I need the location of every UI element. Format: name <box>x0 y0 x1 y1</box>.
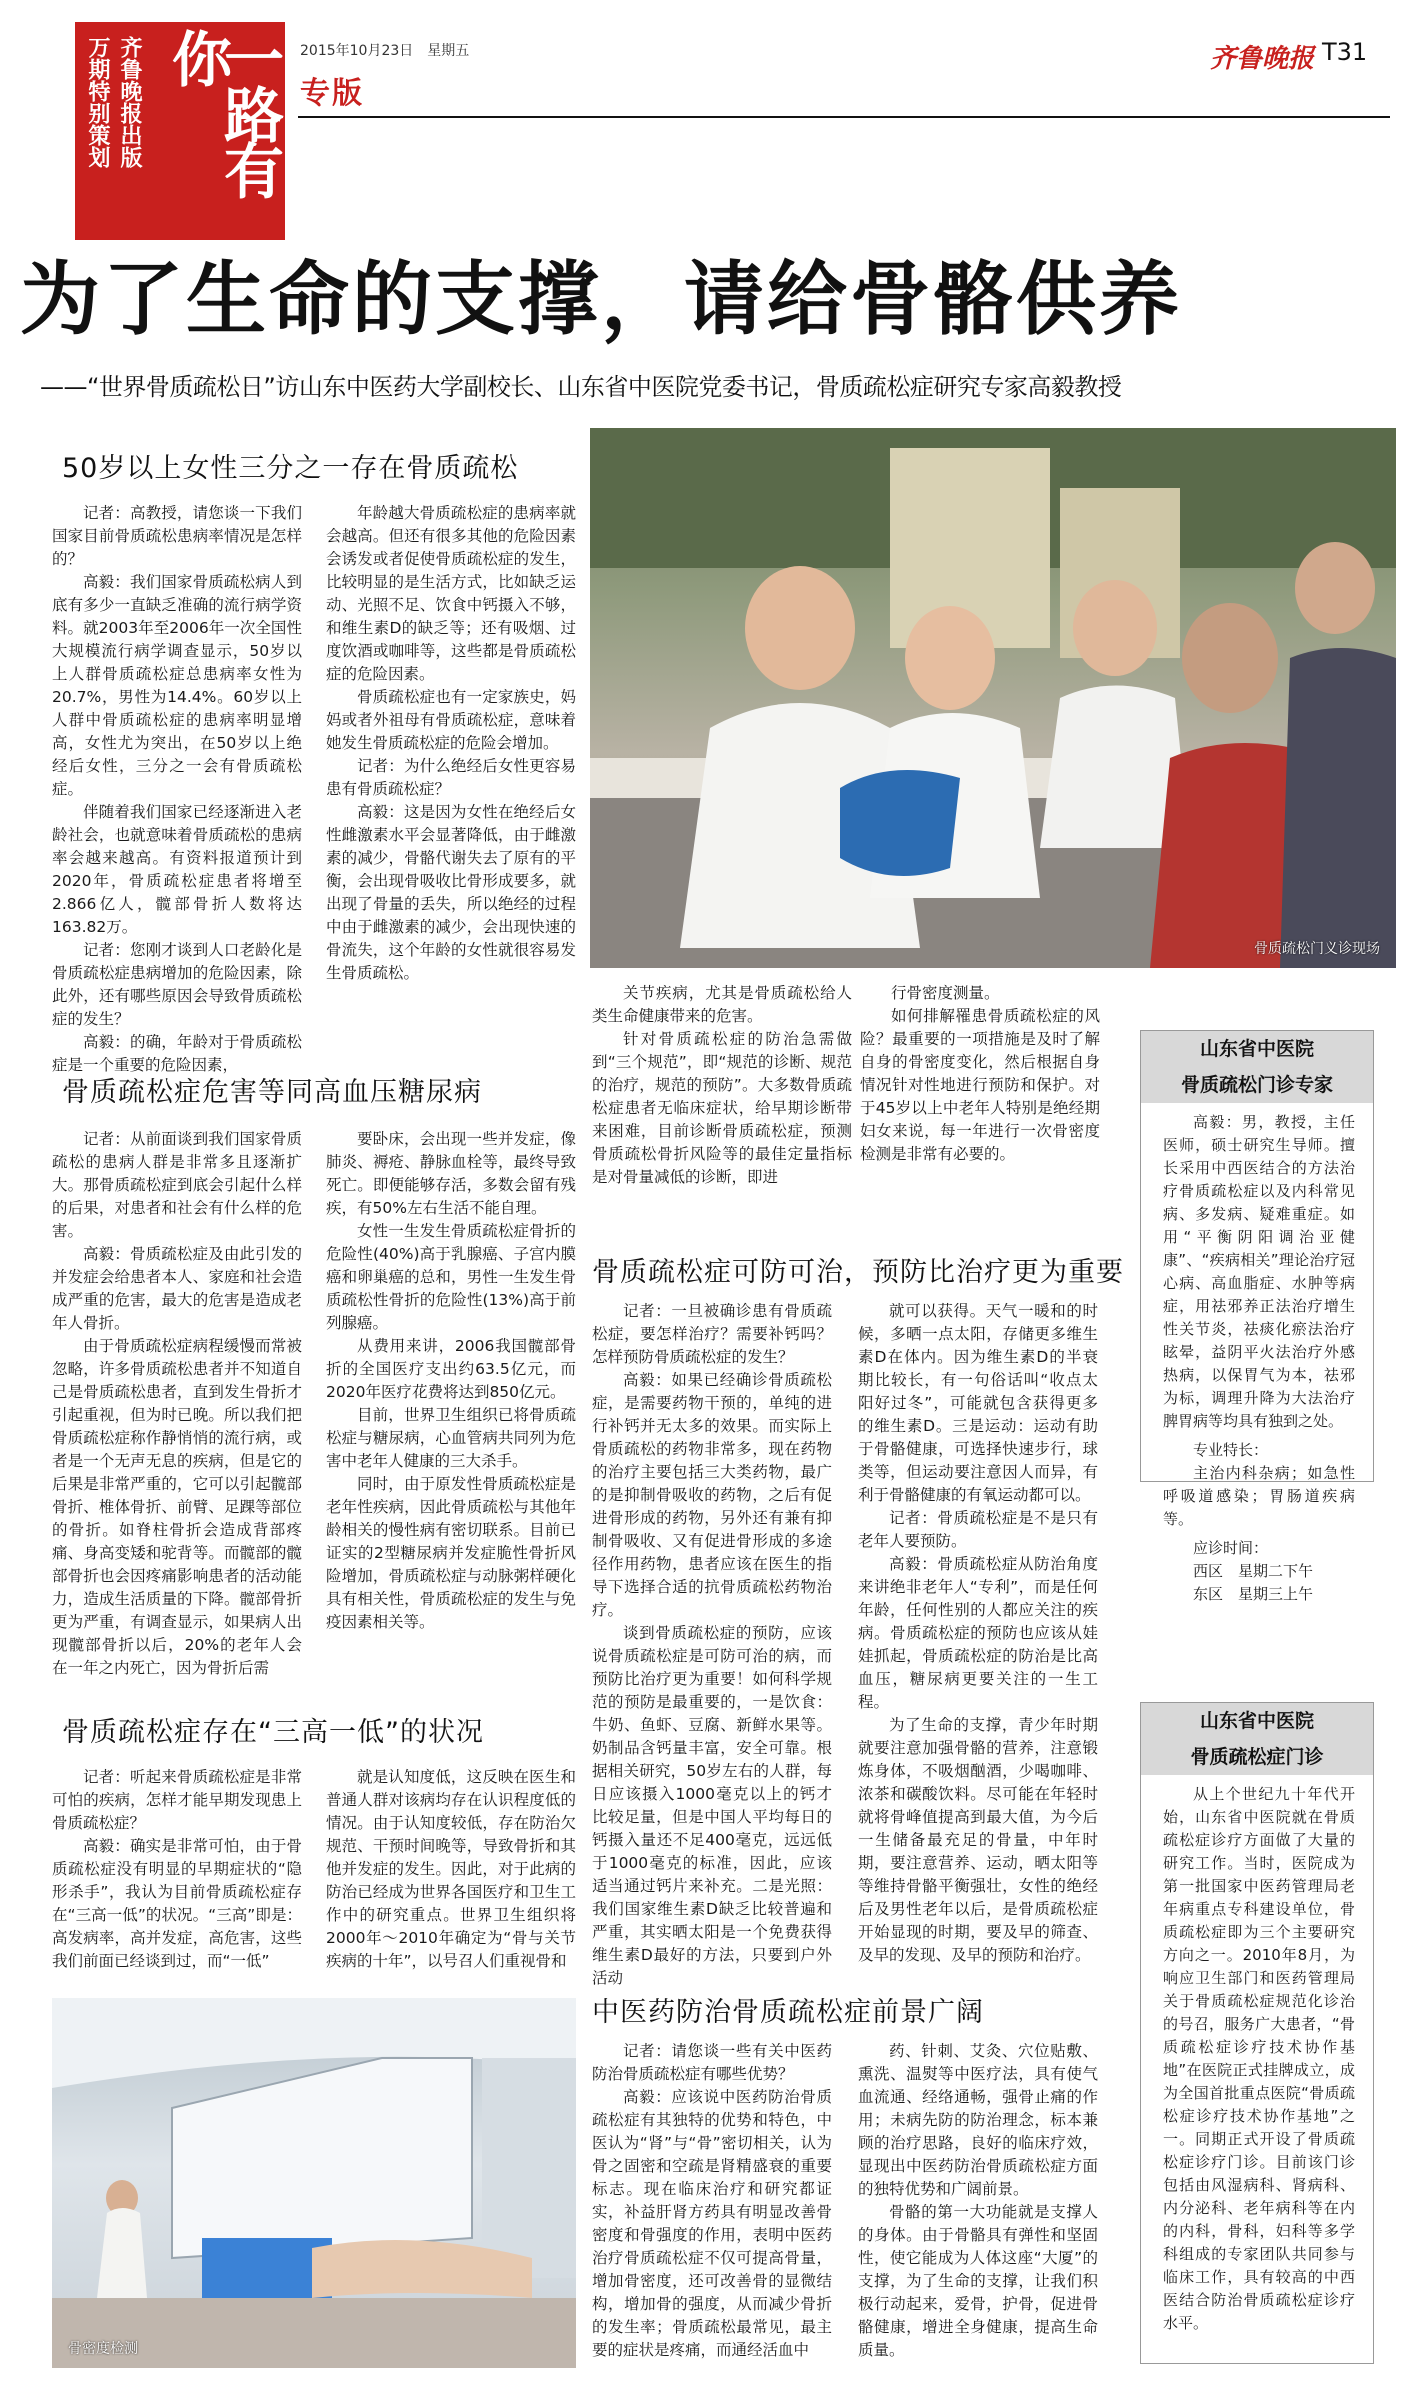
article-column <box>860 982 1100 1166</box>
article-column <box>326 502 576 985</box>
paragraph: 记者：请您谈一些有关中医药防治骨质疏松症有哪些优势？ <box>592 2042 832 2083</box>
paragraph: 骨骼的第一大功能就是支撑人的身体。由于骨骼具有弹性和坚固性，使它能成为人体这座“大厦”的支撑，为了生命的支撑，让我们积极行动起来，爱骨，护骨，促进骨骼健康，增进全身健康，提高生命质量。 <box>858 2203 1098 2359</box>
paragraph: 记者：高教授，请您谈一下我们国家目前骨质疏松患病率情况是怎样的？ <box>52 504 302 568</box>
article-column <box>592 2040 832 2362</box>
paragraph: 高毅：骨质疏松症从防治角度来讲绝非老年人“专利”，而是任何年龄，任何性别的人都应关注的疾病。骨质疏松症的预防也应该从娃娃抓起，骨质疏松症的防治是比高血压，糖尿病更要关注的一生工程。 <box>858 1555 1098 1711</box>
logo-sub-text-1: 齐鲁晚报出版 <box>117 36 142 168</box>
paragraph: 同时，由于原发性骨质疏松症是老年性疾病，因此骨质疏松与其他年龄相关的慢性病有密切联系。目前已证实的2型糖尿病并发症脆性骨折风险增加，骨质疏松症与动脉粥样硬化具有相关性，骨质疏松症的发生与免疫因素相关等。 <box>326 1475 576 1631</box>
section-title: 中医药防治骨质疏松症前景广阔 <box>592 1997 984 2028</box>
clinic-sidebar <box>1140 1702 1374 2364</box>
article-column <box>592 1300 832 1990</box>
logo-sub-text-2: 万期特别策划 <box>85 36 110 168</box>
section-title: 骨质疏松症可防可治，预防比治疗更为重要 <box>592 1257 1124 1288</box>
section-title: 骨质疏松症危害等同高血压糖尿病 <box>62 1077 482 1108</box>
paragraph: 行骨密度测量。 <box>891 984 1000 1002</box>
vehicle-scene-illustration <box>52 1998 576 2368</box>
paper-name: 齐鲁晚报 <box>1210 44 1315 74</box>
paragraph: 伴随着我们国家已经逐渐进入老龄社会，也就意味着骨质疏松的患病率会越来越高。有资料报道预计到2020年，骨质疏松症患者将增至2.866亿人，髋部骨折人数将达163.82万。 <box>52 803 302 936</box>
sidebar-title-line1: 山东省中医院 <box>1199 1710 1314 1732</box>
paragraph: 记者：一旦被确诊患有骨质疏松症，要怎样治疗？需要补钙吗？怎样预防骨质疏松症的发生？ <box>592 1302 832 1366</box>
photo-caption: 骨密度检测 <box>68 2341 138 2357</box>
paragraph: 东区 星期三上午 <box>1193 1585 1314 1603</box>
paragraph: 记者：听起来骨质疏松症是非常可怕的疾病，怎样才能早期发现患上骨质疏松症？ <box>52 1768 302 1832</box>
paragraph: 就是认知度低，这反映在医生和普通人群对该病均存在认识程度低的情况。由于认知度较低，存在防治欠规范、干预时间晚等，导致骨折和其他并发症的发生。因此，对于此病的防治已经成为世界各国医疗和卫生工作中的研究重点。世界卫生组织将2000年～2010年确定为“骨与关节疾病的十年”，以号召人们重视骨和 <box>326 1768 576 1970</box>
headline: 为了生命的支撑，请给骨骼供养 <box>20 253 1182 346</box>
paragraph: 高毅：确实是非常可怕，由于骨质疏松症没有明显的早期症状的“隐形杀手”，我认为目前骨质疏松症存在“三高一低”的状况。“三高”即是：高发病率，高并发症，高危害，这些我们前面已经谈到过，而“一低” <box>52 1837 302 1970</box>
paragraph: 就可以获得。天气一暖和的时候，多晒一点太阳，存储更多维生素D在体内。因为维生素D的半衰期比较长，有一句俗话叫“收点太阳好过冬”，可能就包含获得更多的维生素D。三是运动：运动有助于骨骼健康，可选择快速步行，球类等，但运动要注意因人而异，有利于骨骼健康的有氧运动都可以。 <box>858 1302 1098 1504</box>
article-column <box>326 1766 576 1973</box>
paragraph: 高毅：的确，年龄对于骨质疏松症是一个重要的危险因素， <box>52 1033 302 1074</box>
paragraph: 针对骨质疏松症的防治急需做到“三个规范”，即“规范的诊断、规范的治疗，规范的预防”。大多数骨质疏松症患者无临床症状，给早期诊断带来困难，目前诊断骨质疏松症，预测骨质疏松骨折风险等的最佳定量指标是对骨量减低的诊断，即进 <box>592 1030 852 1186</box>
paragraph: 如何排解罹患骨质疏松症的风险？最重要的一项措施是及时了解自身的骨密度变化，然后根据自身情况针对性地进行预防和保护。对于45岁以上中老年人特别是绝经期妇女来说，每一年进行一次骨密度检测是非常有必要的。 <box>860 1007 1100 1163</box>
special-logo <box>75 22 285 240</box>
subheadline: ——“世界骨质疏松日”访山东中医药大学副校长、山东省中医院党委书记，骨质疏松症研究专家高毅教授 <box>40 373 1122 401</box>
photo-caption: 骨质疏松门义诊现场 <box>1254 941 1380 957</box>
paragraph: 为了生命的支撑，青少年时期就要注意加强骨骼的营养，注意锻炼身体，不吸烟酗酒，少喝咖啡、浓茶和碳酸饮料。尽可能在年轻时就将骨峰值提高到最大值，为今后一生储备最充足的骨量，中年时期，要注意营养、运动，晒太阳等等维持骨骼平衡强壮，女性的绝经后及男性老年以后，是骨质疏松症开始显现的时期，要及早的筛查、及早的发现、及早的预防和治疗。 <box>858 1716 1098 1964</box>
paragraph: 药、针刺、艾灸、穴位贴敷、熏洗、温熨等中医疗法，具有使气血流通、经络通畅，强骨止痛的作用；未病先防的防治理念，标本兼顾的治疗思路，良好的临床疗效，显现出中医药防治骨质疏松症方面的独特优势和广阔前景。 <box>858 2042 1098 2198</box>
paragraph: 由于骨质疏松症病程缓慢而常被忽略，许多骨质疏松患者并不知道自己是骨质疏松患者，直到发生骨折才引起重视，但为时已晚。所以我们把骨质疏松症称作静悄悄的流行病，或者是一个无声无息的疾病，但是它的后果是非常严重的，它可以引起髋部骨折、椎体骨折、前臂、足踝等部位的骨折。如脊柱骨折会造成背部疼痛、身高变矮和驼背等。而髋部的髋部骨折也会因疼痛影响患者的活动能力，造成生活质量的下降。髋部骨折更为严重，有调查显示，如果病人出现髋部骨折以后，20%的老年人会在一年之内死亡，因为骨折后需 <box>52 1337 302 1677</box>
paragraph: 高毅：如果已经确诊骨质疏松症，是需要药物干预的，单纯的进行补钙并无太多的效果。而实际上骨质疏松的药物非常多，现在药物的治疗主要包括三大类药物，最广的是抑制骨吸收的药物，之后有促进骨形成的药物，另外还有兼有抑制骨吸收、又有促进骨形成的多途径作用药物，患者应该在医生的指导下选择合适的抗骨质疏松药物治疗。 <box>592 1371 832 1619</box>
section-name: 专版 <box>300 76 364 111</box>
paragraph: 女性一生发生骨质疏松症骨折的危险性(40%)高于乳腺癌、子宫内膜癌和卵巢癌的总和，男性一生发生骨质疏松性骨折的危险性(13%)高于前列腺癌。 <box>326 1222 576 1332</box>
expert-sidebar <box>1140 1030 1374 1603</box>
section-title: 50岁以上女性三分之一存在骨质疏松 <box>62 453 519 484</box>
clinic-scene-illustration <box>590 428 1396 968</box>
article-column <box>52 1766 302 1973</box>
issue-date: 2015年10月23日 星期五 <box>300 43 470 59</box>
page-number: T31 <box>1322 38 1368 66</box>
paragraph: 专业特长： <box>1193 1441 1269 1459</box>
paragraph: 主治内科杂病；如急性呼吸道感染；胃肠道疾病等。 <box>1163 1464 1355 1528</box>
paragraph: 记者：您刚才谈到人口老龄化是骨质疏松症患病增加的危险因素，除此外，还有哪些原因会导致骨质疏松症的发生？ <box>52 941 302 1028</box>
sidebar-title-line2: 骨质疏松症门诊 <box>1190 1746 1324 1768</box>
paragraph: 应诊时间： <box>1193 1539 1269 1557</box>
paragraph: 谈到骨质疏松症的预防，应该说骨质疏松症是可防可治的病，而预防比治疗更为重要！如何科学规范的预防是最重要的，一是饮食：牛奶、鱼虾、豆腐、新鲜水果等。奶制品含钙量丰富，安全可靠。根据相关研究，50岁左右的人群，每日应该摄入1000毫克以上的钙才比较足量，但是中国人平均每日的钙摄入量还不足400毫克，远远低于1000毫克的标准，因此，应该适当通过钙片来补充。二是光照：我们国家维生素D缺乏比较普遍和严重，其实晒太阳是一个免费获得维生素D最好的方法，只要到户外活动 <box>592 1624 832 1987</box>
paragraph: 从上个世纪九十年代开始，山东省中医院就在骨质疏松症诊疗方面做了大量的研究工作。当时，医院成为第一批国家中医药管理局老年病重点专科建设单位，骨质疏松症即为三个主要研究方向之一。2010年8月，为响应卫生部门和医药管理局关于骨质疏松症规范化诊治的号召，服务广大患者，“骨质疏松症诊疗技术协作基地”在医院正式挂牌成立，成为全国首批重点医院“骨质疏松症诊疗技术协作基地”之一。同期正式开设了骨质疏松症诊疗门诊。目前该门诊包括由风湿病科、肾病科、内分泌科、老年病科等在内的内科，骨科，妇科等多学科组成的专家团队共同参与临床工作，具有较高的中西医结合防治骨质疏松症诊疗水平。 <box>1163 1785 1355 2332</box>
paragraph: 高毅：骨质疏松症及由此引发的并发症会给患者本人、家庭和社会造成严重的危害，最大的危害是造成老年人骨折。 <box>52 1245 302 1332</box>
paragraph: 记者：骨质疏松症是不是只有老年人要预防。 <box>858 1509 1098 1550</box>
sidebar-header <box>1141 1031 1373 1103</box>
sidebar-body <box>1141 1103 1373 1614</box>
section-title: 骨质疏松症存在“三高一低”的状况 <box>62 1717 484 1748</box>
paragraph: 年龄越大骨质疏松症的患病率就会越高。但还有很多其他的危险因素会诱发或者促使骨质疏松症的发生，比较明显的是生活方式，比如缺乏运动、光照不足、饮食中钙摄入不够，和维生素D的缺乏等；还有吸烟、过度饮酒或咖啡等，这些都是骨质疏松症的危险因素。 <box>326 504 576 683</box>
clinic-photo <box>590 428 1396 968</box>
paragraph: 记者：从前面谈到我们国家骨质疏松的患病人群是非常多且逐渐扩大。那骨质疏松症到底会引起什么样的后果，对患者和社会有什么样的危害。 <box>52 1130 302 1240</box>
article-column <box>858 1300 1098 1967</box>
paragraph: 骨质疏松症也有一定家族史，妈妈或者外祖母有骨质疏松症，意味着她发生骨质疏松症的危险会增加。 <box>326 688 576 752</box>
paragraph: 关节疾病，尤其是骨质疏松给人类生命健康带来的危害。 <box>592 984 852 1025</box>
paragraph: 记者：为什么绝经后女性更容易患有骨质疏松症？ <box>326 757 576 798</box>
paragraph: 要卧床，会出现一些并发症，像肺炎、褥疮、静脉血栓等，最终导致死亡。即便能够存活，多数会留有残疾，有50%左右生活不能自理。 <box>326 1130 576 1217</box>
sidebar-body <box>1141 1775 1373 2343</box>
article-column <box>52 1128 302 1680</box>
bone-density-photo <box>52 1998 576 2368</box>
article-column <box>592 982 852 1189</box>
paragraph: 目前，世界卫生组织已将骨质疏松症与糖尿病，心血管病共同列为危害中老年人健康的三大杀手。 <box>326 1406 576 1470</box>
paragraph: 高毅：我们国家骨质疏松病人到底有多少一直缺乏准确的流行病学资料。就2003年至2006年一次全国性大规模流行病学调查显示，50岁以上人群骨质疏松症总患病率女性为20.7%，男性为14.4%。60岁以上人群中骨质疏松症的患病率明显增高，女性尤为突出，在50岁以上绝经后女性，三分之一会有骨质疏松症。 <box>52 573 302 798</box>
article-column <box>858 2040 1098 2362</box>
paragraph: 高毅：应该说中医药防治骨质疏松症有其独特的优势和特色，中医认为“肾”与“骨”密切相关，认为骨之固密和空疏是肾精盛衰的重要标志。现在临床治疗和研究都证实，补益肝肾方药具有明显改善骨密度和骨强度的作用，表明中医药治疗骨质疏松症不仅可提高骨量，增加骨密度，还可改善骨的显微结构，增加骨的强度，从而减少骨折的发生率；骨质疏松最常见，最主要的症状是疼痛，而通经活血中 <box>592 2088 832 2359</box>
article-column <box>52 502 302 1077</box>
paragraph: 高毅：男，教授，主任医师，硕士研究生导师。擅长采用中西医结合的方法治疗骨质疏松症以及内科常见病、多发病、疑难重症。如用“平衡阴阳调治亚健康”、“疾病相关”理论治疗冠心病、高血脂症、水肿等病症，用祛邪养正法治疗增生性关节炎，祛痰化瘀法治疗眩晕，益阴平火法治疗外感热病，以保胃气为本，祛邪为标，调理升降为大法治疗脾胃病等均具有独到之处。 <box>1163 1113 1355 1430</box>
article-column <box>326 1128 576 1634</box>
masthead-rule <box>298 116 1390 118</box>
logo-main-text: 一路有你 <box>162 28 284 196</box>
paragraph: 西区 星期二下午 <box>1193 1562 1314 1580</box>
paragraph: 高毅：这是因为女性在绝经后女性雌激素水平会显著降低，由于雌激素的减少，骨骼代谢失去了原有的平衡，会出现骨吸收比骨形成要多，就出现了骨量的丢失，所以绝经的过程中由于雌激素的减少，会出现快速的骨流失，这个年龄的女性就很容易发生骨质疏松。 <box>326 803 576 982</box>
sidebar-title-line2: 骨质疏松门诊专家 <box>1180 1074 1333 1096</box>
paragraph: 从费用来讲，2006我国髋部骨折的全国医疗支出约63.5亿元，而2020年医疗花费将达到850亿元。 <box>326 1337 576 1401</box>
sidebar-header <box>1141 1703 1373 1775</box>
sidebar-title-line1: 山东省中医院 <box>1199 1038 1314 1060</box>
